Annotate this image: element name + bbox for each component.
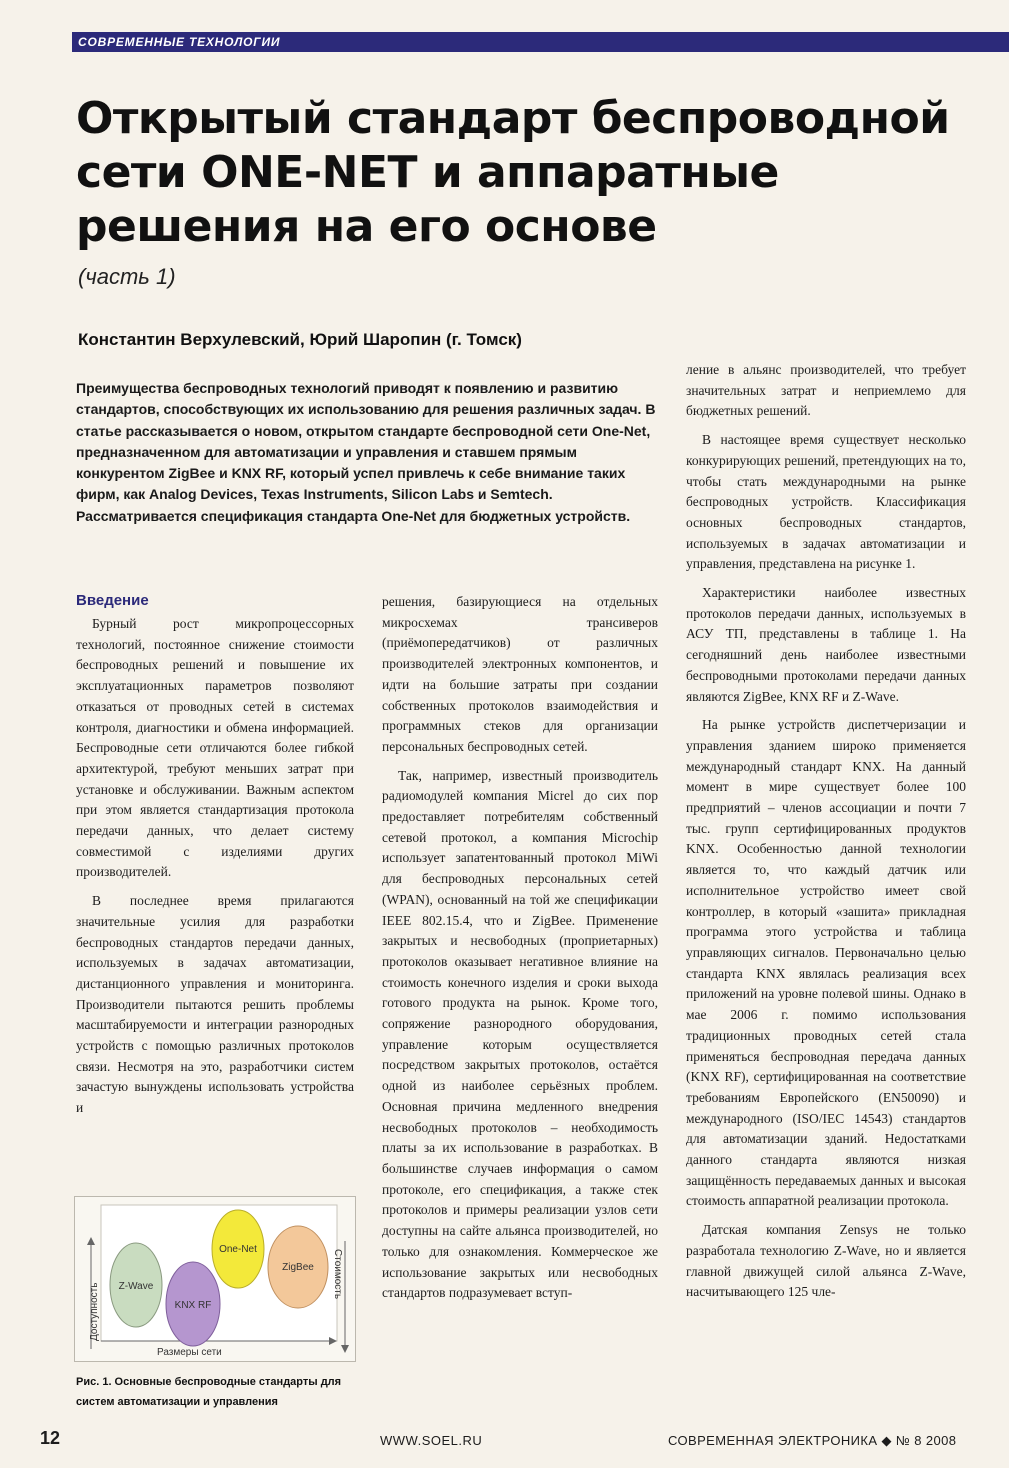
label-zigbee: ZigBee xyxy=(282,1262,314,1273)
text-column-1 xyxy=(76,592,354,1127)
footer-magazine: СОВРЕМЕННАЯ ЭЛЕКТРОНИКА ◆ № 8 2008 xyxy=(668,1433,957,1448)
section-heading-intro: Введение xyxy=(76,592,149,609)
label-one-net: One-Net xyxy=(219,1244,257,1255)
paragraph: В настоящее время существует несколько конкурирующих решений, претендующих на то, чтобы стать международными на рынке беспроводных устройств. Классификация основных беспроводных стандартов, используемых в задачах автоматизации и управления, представлена на рисунке 1. xyxy=(686,432,966,572)
article-lead: Преимущества беспроводных технологий приводят к появлению и развитию стандартов, способствующих их использованию для решения различных задач. В статье рассказывается о новом, открытом стандарте беспроводной сети One-Net, предназначенном для автоматизации и управления и ставшем прямым конкурентом ZigBee и KNX RF, который успел привлечь к себе внимание таких фирм, как Analog Devices, Texas Instruments, Silicon Labs и Semtech. Рассматривается спецификация стандарта One-Net для бюджетных устройств. xyxy=(76,380,656,524)
y-axis-left-label: Доступность xyxy=(89,1282,100,1341)
paragraph: Так, например, известный производитель радиомодулей компания Micrel до сих пор предоставляет потребителям собственный сетевой протокол, а компания Microchip использует запатентованный протокол MiWi для беспроводных персональных сетей (WPAN), основанный на той же спецификации IEEE 802.15.4, что и ZigBee. Применение закрытых и несвободных (проприетарных) протоколов оказывает негативное влияние на стоимость конечного изделия и сроки выхода готового продукта на рынок. Кроме того, сопряжение разнородного оборудования, управление которым осуществляется посредством закрытых протоколов, остаётся одной из наиболее серьёзных проблем. Основная причина медленного внедрения несвободных протоколов – необходимость платы за их использование в разработках. В большинстве случаев информация о самом протоколе, его спецификация, а также стек протоколов и примеры реализации узлов сети доступны на сайте альянса производителей, но только для ознакомления. Коммерческое же использование закрытых или несвободных стандартов подразумевает вступ- xyxy=(382,767,658,1301)
label-knx-rf: KNX RF xyxy=(174,1300,212,1311)
paragraph: ление в альянс производителей, что требует значительных затрат и неприемлемо для бюджетных решений. xyxy=(686,362,966,419)
paragraph: На рынке устройств диспетчеризации и управления зданием широко применяется международный стандарт KNX. На данный момент в мире существует более 100 предприятий – членов ассоциации и почти 7 тыс. групп сертифицированных продуктов KNX. Особенностью данной технологии является то, что каждый датчик или исполнительное устройство имеет свой контроллер, в который «зашита» прикладная программа этого устройства и таблица управляющих сигналов. Первоначально целью стандарта KNX являлась реализация всех приложений на уровне полевой шины. Однако в мае 2006 г. помимо использования традиционных проводных сетей стала применяться беспроводная передача данных (KNX RF), сертифицированная на соответствие требованиям Европейского (EN50090) и международного (ISO/IEC 14543) стандартов для автоматизации зданий. Недостатками данного стандарта являются низкая защищённость передаваемых данных и высокая стоимость аппаратной реализации протокола. xyxy=(686,717,966,1209)
paragraph: Датская компания Zensys не только разработала технологию Z-Wave, но и является главной движущей силой альянса Z-Wave, насчитывающего 125 чле- xyxy=(686,1222,966,1300)
x-axis-label: Размеры сети xyxy=(157,1347,222,1358)
paragraph: Бурный рост микропроцессорных технологий, постоянное снижение стоимости беспроводных решений и повышение их эксплуатационных параметров позволяют отказаться от проводных сетей в системах контроля, диагностики и обмена информацией. Беспроводные сети отличаются более гибкой архитектурой, требуют меньших затрат при установке и обслуживании. Важным аспектом при этом является стандартизация протокола передачи данных, что делает систему совместимой с изделиями других производителей. xyxy=(76,616,354,880)
text-column-2 xyxy=(382,592,658,1312)
article-title: Открытый стандарт беспроводной сети ONE-NET и аппаратные решения на его основе xyxy=(76,93,950,252)
y-axis-right-label: Стоимость xyxy=(332,1249,343,1300)
text-column-3 xyxy=(686,360,966,1311)
standards-diagram xyxy=(75,1197,355,1361)
paragraph: Характеристики наиболее известных протоколов передачи данных, используемых в АСУ ТП, представлены в таблице 1. На сегодняшний день наиболее известными беспроводными протоколами передачи данных являются ZigBee, KNX RF и Z-Wave. xyxy=(686,585,966,704)
figure-caption: Рис. 1. Основные беспроводные стандарты для систем автоматизации и управления xyxy=(76,1376,342,1408)
page-number: 12 xyxy=(40,1428,61,1448)
article-part: (часть 1) xyxy=(78,264,176,289)
figure-1 xyxy=(74,1196,356,1362)
footer-site: WWW.SOEL.RU xyxy=(380,1433,483,1448)
section-rubric: СОВРЕМЕННЫЕ ТЕХНОЛОГИИ xyxy=(72,32,1009,52)
label-z-wave: Z-Wave xyxy=(118,1281,154,1292)
article-authors: Константин Верхулевский, Юрий Шаропин (г. Томск) xyxy=(78,330,522,349)
paragraph: решения, базирующиеся на отдельных микросхемах трансиверов (приёмопередатчиков) от различных производителей электронных компонентов, и идти на большие затраты при создании собственных протоколов взаимодействия и программных стеков для организации персональных беспроводных сетей. xyxy=(382,594,658,754)
paragraph: В последнее время прилагаются значительные усилия для разработки беспроводных стандартов передачи данных, используемых в задачах автоматизации, дистанционного управления и мониторинга. Производители пытаются решить проблемы масштабируемости и интеграции разнородных устройств с помощью различных протоколов связи. Несмотря на это, разработчики систем зачастую вынуждены использовать устройства и xyxy=(76,893,354,1116)
